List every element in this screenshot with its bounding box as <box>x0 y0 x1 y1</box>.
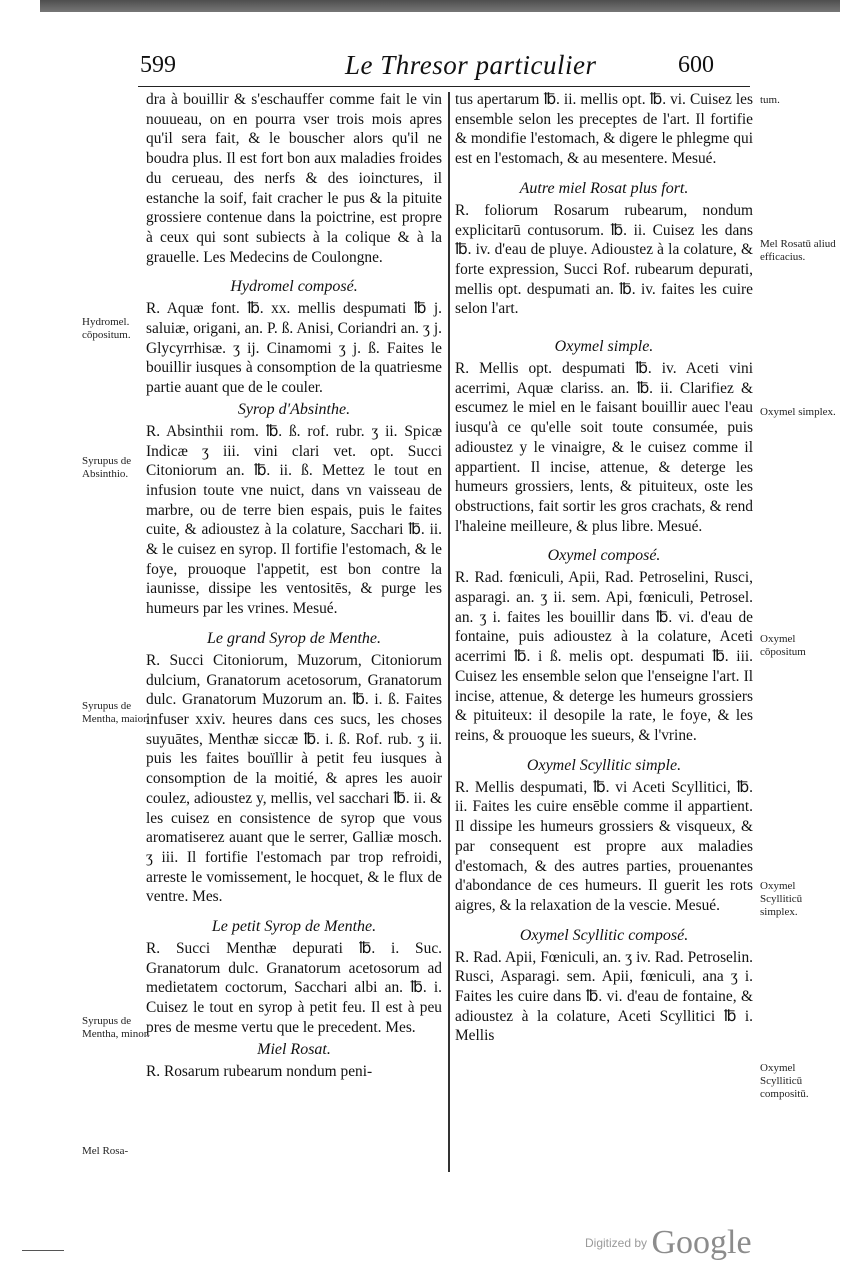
recipe-heading-oxymel-simple: Oxymel simple. <box>554 338 654 356</box>
recipe-text-hydromel: R. Aquæ font. ℔. xx. mellis despumati ℔ j. saluiæ, origani, an. P. ß. Anisi, Coriandri an. ʒ j. Glycyrrhisæ. ʒ ij. Cinamomi ʒ j. ß. Faites le bouillir iusques à consomption de la quatriesme partie auant que de le couler. <box>146 300 442 397</box>
left-column <box>146 90 442 1081</box>
recipe-heading-absinthe: Syrop d'Absinthe. <box>237 400 351 418</box>
recipe-text-miel-rosat-fort: R. foliorum Rosarum rubearum, nondum explicitarū contusorum. ℔. ii. Cuisez les dans ℔. iv. d'eau de pluye. Adioustez à la colature, & forte expression, Succi Rof. rubearum depurati, mellis opt. despumati an. ℔. iv. faites les cuire selon l'art. <box>455 201 753 318</box>
recipe-heading-oxymel-scyllitic-simple: Oxymel Scyllitic simple. <box>526 756 682 774</box>
recipe-text-miel-rosat: R. Rosarum rubearum nondum peni- <box>146 1062 373 1080</box>
margin-note-hydromel: Hydromel. cōpositum. <box>82 316 131 341</box>
recipe-text-oxymel-simple: R. Mellis opt. despumati ℔. iv. Aceti vini acerrimi, Aquæ clariss. an. ℔. ii. Clarifiez & escumez le miel en le faisant bouillir auec l'eau iusqu'à ce qu'elle soit toute consumée, puis adioustez y le vinaigre, & le cuisez comme il appartient. Il incise, attenue, & deterge les humeurs grossiers, lents, & pituiteux, oste les obstructions, fait sortir les gros crachats, & rend l'haleine meilleure, & plus libre. Mesué. <box>455 360 753 535</box>
recipe-text-oxymel-scyllitic-compose: R. Rad. Apii, Fœniculi, an. ʒ iv. Rad. Petroselin. Rusci, Asparagi. sem. Apii, fœniculi, ana ʒ i. Faites les cuire dans ℔. vi. d'eau de fontaine, & adioustez à la colature, Aceti Scyllitici ℔ i. Mellis <box>455 948 753 1045</box>
recipe-heading-grand-menthe: Le grand Syrop de Menthe. <box>206 629 382 647</box>
recipe-text-grand-menthe: R. Succi Citoniorum, Muzorum, Citoniorum dulcium, Granatorum acetosorum, Granatorum dulc. Granatorum Muzorum an. ℔. i. ß. Faites infuser xxiv. heures dans ces sucs, les choses suyuātes, Menthæ siccæ ℔. i. ß. Rof. rub. ʒ ii. puis les faites bouïllir à petit feu iusques à consomption de la moitié, & apres les auoir coulez, adioustez y, mellis, vel sacchari ℔. ii. & les cuisez en consistence de syrop que vous aromatiserez auant que le serrer, Galliæ mosch. ʒ iii. Il fortifie l'estomach par trop refroidi, arreste le vomissement, le hocquet, & le flux de ventre. Mes. <box>146 651 442 906</box>
margin-note-tum: tum. <box>760 94 780 106</box>
column-divider <box>448 92 450 1172</box>
page-number-left: 599 <box>140 52 176 78</box>
recipe-heading-miel-rosat: Miel Rosat. <box>257 1040 331 1058</box>
scan-footer-line <box>22 1250 64 1251</box>
recipe-heading-petit-menthe: Le petit Syrop de Menthe. <box>211 918 377 936</box>
recipe-heading-oxymel-scyllitic-compose: Oxymel Scyllitic composé. <box>519 926 689 944</box>
margin-note-menthe-minor: Syrupus de Mentha, minor. <box>82 1015 150 1040</box>
margin-note-oxymel-scyllitic-simplex: Oxymel Scylliticū simplex. <box>760 880 803 918</box>
recipe-heading-miel-rosat-fort: Autre miel Rosat plus fort. <box>519 179 689 197</box>
margin-note-mel-rosatum: Mel Rosatū aliud efficacius. <box>760 238 836 263</box>
right-column <box>455 90 753 1046</box>
top-scan-edge <box>40 0 840 12</box>
margin-note-mel-rosa: Mel Rosa- <box>82 1145 129 1157</box>
margin-note-oxymel-compositum: Oxymel cōpositum <box>760 633 806 658</box>
margin-note-oxymel-simplex: Oxymel simplex. <box>760 406 836 418</box>
google-watermark <box>585 1224 752 1262</box>
recipe-text-oxymel-scyllitic-simple: R. Mellis despumati, ℔. vi Aceti Scyllitici, ℔. ii. Faites les cuire ensēble comme il appartient. Il dissipe les humeurs grossiers & visqueux, & par consequent est propre aux maladies d'estomach, & des autres parties, prouenantes d'abondance de ces humeurs. Il guerit les rots aigres, & la relaxation de la vescie. Mesué. <box>455 778 753 914</box>
recipe-heading-oxymel-compose: Oxymel composé. <box>547 547 661 565</box>
running-title: Le Thresor particulier <box>345 50 597 80</box>
watermark-prefix: Digitized by <box>585 1236 648 1250</box>
margin-note-oxymel-scyllitic-compositum: Oxymel Scylliticū compositū. <box>760 1062 809 1100</box>
page-number-right: 600 <box>678 52 714 78</box>
right-intro-paragraph: tus apertarum ℔. ii. mellis opt. ℔. vi. Cuisez les ensemble selon les preceptes de l'art. Il fortifie & mondifie l'estomach, & digere le phlegme qui est en l'estomach, & au mesentere. Mesué. <box>455 91 753 168</box>
recipe-text-petit-menthe: R. Succi Menthæ depurati ℔. i. Suc. Granatorum dulc. Granatorum acetosorum ad medietatem coctorum, Sacchari albi an. ℔. i. Cuisez le tout en syrop à petit feu. Il est à peu pres de mesme vertu que le precedent. Mes. <box>146 940 442 1036</box>
recipe-heading-hydromel: Hydromel composé. <box>230 278 358 296</box>
recipe-text-absinthe: R. Absinthii rom. ℔. ß. rof. rubr. ʒ ii. Spicæ Indicæ ʒ iii. vini clari vet. opt. Succi Citoniorum an. ℔. ii. ß. Mettez le tout en infusion toute vne nuict, dans vn vaisseau de marbre, ou de terre bien espais, puis le faites cuite, & adioustez à la colature, Sacchari ℔. ii. & le cuisez en syrop. Il fortifie l'estomach, & le foye, prouoque l'appetit, est bon contre la iaunisse, dissipe les ventositēs, & purge les humeurs par les vrines. Mesué. <box>146 422 442 618</box>
google-logo: Google <box>651 1224 752 1261</box>
margin-note-menthe-maior: Syrupus de Mentha, maior. <box>82 700 149 725</box>
recipe-text-oxymel-compose: R. Rad. fœniculi, Apii, Rad. Petroselini, Rusci, asparagi. an. ʒ ii. sem. Api, fœniculi, Petrosel. an. ʒ i. faites les bouillir dans ℔. vi. d'eau de fontaine, puis adioustez à la colature, Aceti acerrimi ℔. i ß. melis opt. despumati ℔. iii. Cuisez les ensemble selon que l'enseigne l'art. Il incise, attenue, & deterge les humeurs grossiers & pituiteux: il desopile la rate, le foye, & les reins, & prouoque les sueurs, & l'vrine. <box>455 569 753 744</box>
left-intro-paragraph: dra à bouillir & s'eschauffer comme fait le vin nouueau, on en pourra vser trois mois apres qu'il sera fait, & le bouscher alors qu'il ne boudra plus. Il est fort bon aux maladies froides du cerueau, des nerfs & des ioinctures, il estanche la soif, fait cracher le pus & la pituite grossiere contenue dans la poictrine, est propre à ceux qui sont subiects à la colique & à la grauelle. Les Medecins de Coulongne. <box>146 91 442 266</box>
margin-note-absinthe: Syrupus de Absinthio. <box>82 455 132 480</box>
header-rule <box>138 86 750 87</box>
